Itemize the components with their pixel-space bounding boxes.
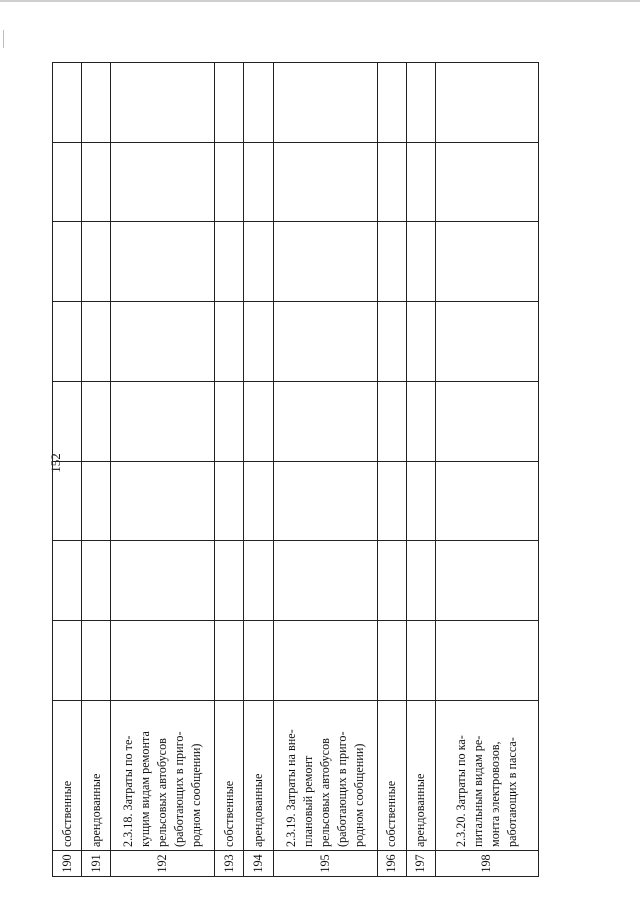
empty-value-cell	[406, 621, 435, 701]
empty-value-cell	[111, 142, 215, 222]
empty-value-cell	[53, 382, 82, 462]
empty-value-cell	[435, 222, 538, 302]
empty-value-cell	[244, 541, 273, 621]
row-description	[111, 701, 215, 851]
empty-value-cell	[435, 382, 538, 462]
empty-value-cell	[406, 382, 435, 462]
description-line: арендованные	[88, 773, 103, 847]
empty-value-cell	[215, 142, 244, 222]
empty-value-cell	[273, 382, 377, 462]
description-line: плановый ремонт	[300, 755, 315, 847]
description-line: арендованные	[250, 773, 265, 847]
empty-value-cell	[53, 142, 82, 222]
description-line: арендованные	[413, 773, 428, 847]
table-row	[273, 63, 377, 877]
empty-value-cell	[111, 461, 215, 541]
page-number: 152	[48, 453, 63, 473]
description-line: (работающих в приго-	[334, 731, 349, 847]
row-number: 197	[406, 851, 435, 877]
description-line: рельсовых автобусов	[155, 738, 170, 847]
row-number: 195	[273, 851, 377, 877]
empty-value-cell	[82, 142, 111, 222]
table-row	[244, 63, 273, 877]
empty-value-cell	[244, 142, 273, 222]
row-description	[215, 701, 244, 851]
empty-value-cell	[111, 621, 215, 701]
table-row	[406, 63, 435, 877]
scan-edge-top	[0, 0, 640, 2]
table-row	[111, 63, 215, 877]
empty-value-cell	[377, 461, 406, 541]
empty-value-cell	[215, 63, 244, 143]
empty-value-cell	[406, 63, 435, 143]
row-number: 192	[111, 851, 215, 877]
empty-value-cell	[82, 541, 111, 621]
description-line: 2.3.19. Затраты на вне-	[283, 729, 298, 847]
empty-value-cell	[377, 382, 406, 462]
row-description	[244, 701, 273, 851]
empty-value-cell	[377, 302, 406, 382]
cost-table	[52, 62, 539, 877]
description-line: работающих в пасса-	[504, 737, 519, 847]
empty-value-cell	[215, 621, 244, 701]
empty-value-cell	[111, 302, 215, 382]
empty-value-cell	[111, 382, 215, 462]
row-number: 194	[244, 851, 273, 877]
description-line: собственные	[59, 780, 74, 847]
empty-value-cell	[244, 621, 273, 701]
rotated-page-content	[52, 62, 539, 877]
empty-value-cell	[273, 302, 377, 382]
empty-value-cell	[53, 302, 82, 382]
row-number: 196	[377, 851, 406, 877]
empty-value-cell	[244, 302, 273, 382]
empty-value-cell	[244, 382, 273, 462]
description-line: (работающих в приго-	[172, 731, 187, 847]
empty-value-cell	[244, 63, 273, 143]
description-line: кущим видам ремонта	[138, 731, 153, 847]
table-row	[82, 63, 111, 877]
empty-value-cell	[406, 142, 435, 222]
table-row	[215, 63, 244, 877]
empty-value-cell	[435, 621, 538, 701]
empty-value-cell	[215, 222, 244, 302]
description-line: питальным видам ре-	[470, 735, 485, 847]
empty-value-cell	[435, 142, 538, 222]
empty-value-cell	[244, 222, 273, 302]
empty-value-cell	[273, 222, 377, 302]
empty-value-cell	[53, 621, 82, 701]
empty-value-cell	[406, 461, 435, 541]
empty-value-cell	[215, 302, 244, 382]
empty-value-cell	[82, 302, 111, 382]
table-row	[435, 63, 538, 877]
empty-value-cell	[82, 382, 111, 462]
empty-value-cell	[406, 302, 435, 382]
empty-value-cell	[406, 541, 435, 621]
row-description	[435, 701, 538, 851]
row-description	[82, 701, 111, 851]
empty-value-cell	[377, 222, 406, 302]
empty-value-cell	[111, 541, 215, 621]
empty-value-cell	[435, 63, 538, 143]
empty-value-cell	[377, 621, 406, 701]
empty-value-cell	[435, 302, 538, 382]
description-line: монта электровозов,	[487, 741, 502, 847]
description-line: 2.3.20. Затраты по ка-	[453, 735, 468, 847]
description-line: собственные	[384, 780, 399, 847]
empty-value-cell	[377, 63, 406, 143]
description-line: собственные	[221, 780, 236, 847]
row-number: 193	[215, 851, 244, 877]
scan-edge-left	[3, 30, 4, 48]
empty-value-cell	[215, 382, 244, 462]
empty-value-cell	[273, 461, 377, 541]
empty-value-cell	[53, 541, 82, 621]
description-line: рельсовых автобусов	[317, 738, 332, 847]
row-description	[273, 701, 377, 851]
empty-value-cell	[273, 621, 377, 701]
empty-value-cell	[111, 222, 215, 302]
empty-value-cell	[244, 461, 273, 541]
empty-value-cell	[53, 461, 82, 541]
description-line: родном сообщении)	[351, 743, 366, 847]
empty-value-cell	[435, 541, 538, 621]
empty-value-cell	[273, 63, 377, 143]
row-description	[53, 701, 82, 851]
empty-value-cell	[273, 541, 377, 621]
empty-value-cell	[82, 63, 111, 143]
description-line: родном сообщении)	[189, 743, 204, 847]
empty-value-cell	[53, 222, 82, 302]
empty-value-cell	[435, 461, 538, 541]
empty-value-cell	[111, 63, 215, 143]
empty-value-cell	[53, 63, 82, 143]
empty-value-cell	[215, 541, 244, 621]
empty-value-cell	[215, 461, 244, 541]
empty-value-cell	[377, 142, 406, 222]
empty-value-cell	[82, 621, 111, 701]
empty-value-cell	[273, 142, 377, 222]
empty-value-cell	[82, 222, 111, 302]
description-line: 2.3.18. Затраты по те-	[121, 735, 136, 847]
empty-value-cell	[377, 541, 406, 621]
row-number: 198	[435, 851, 538, 877]
row-number: 191	[82, 851, 111, 877]
row-number: 190	[53, 851, 82, 877]
empty-value-cell	[82, 461, 111, 541]
table-row	[377, 63, 406, 877]
table-row	[53, 63, 82, 877]
row-description	[406, 701, 435, 851]
table-body	[53, 63, 539, 877]
row-description	[377, 701, 406, 851]
empty-value-cell	[406, 222, 435, 302]
